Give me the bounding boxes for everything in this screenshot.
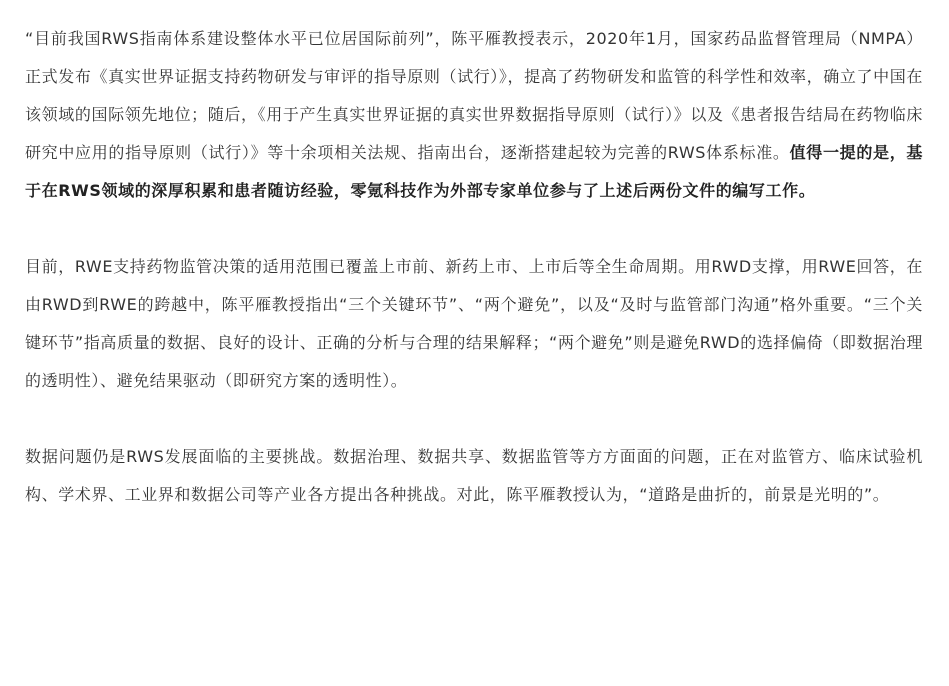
article-body (25, 20, 923, 514)
paragraph-2-text: 目前，RWE支持药物监管决策的适用范围已覆盖上市前、新药上市、上市后等全生命周期。用RWD支撑，用RWE回答，在由RWD到RWE的跨越中，陈平雁教授指出“三个关键环节”、“两个避免”，以及“及时与监管部门沟通”格外重要。“三个关键环节”指高质量的数据、良好的设计、正确的分析与合理的结果解释；“两个避免”则是避免RWD的选择偏倚（即数据治理的透明性）、避免结果驱动（即研究方案的透明性）。 (25, 257, 923, 390)
paragraph-1-text: “目前我国RWS指南体系建设整体水平已位居国际前列”，陈平雁教授表示，2020年1月，国家药品监督管理局（NMPA）正式发布《真实世界证据支持药物研发与审评的指导原则（试行）》，提高了药物研发和监管的科学性和效率，确立了中国在该领域的国际领先地位；随后，《用于产生真实世界证据的真实世界数据指导原则（试行）》以及《患者报告结局在药物临床研究中应用的指导原则（试行）》等十余项相关法规、指南出台，逐渐搭建起较为完善的RWS体系标准。 (25, 29, 923, 162)
article-paragraph-3 (25, 438, 923, 514)
paragraph-1-bold-text: 值得一提的是，基于在RWS领域的深厚积累和患者随访经验，零氪科技作为外部专家单位参与了上述后两份文件的编写工作。 (25, 143, 923, 200)
article-paragraph-1 (25, 20, 923, 210)
article-paragraph-2 (25, 248, 923, 400)
paragraph-3-text: 数据问题仍是RWS发展面临的主要挑战。数据治理、数据共享、数据监管等方方面面的问题，正在对监管方、临床试验机构、学术界、工业界和数据公司等产业各方提出各种挑战。对此，陈平雁教授认为，“道路是曲折的，前景是光明的”。 (25, 447, 923, 504)
